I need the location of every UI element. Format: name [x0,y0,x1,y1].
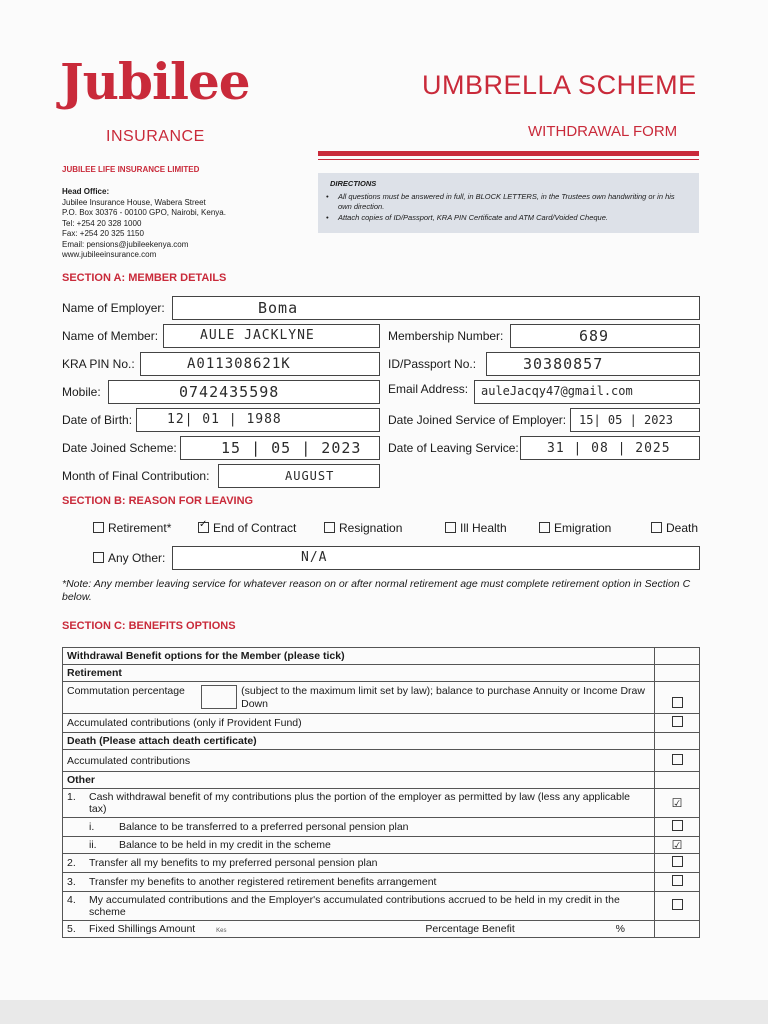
checkbox-icon[interactable] [672,754,683,765]
option-5: 5. Fixed Shillings Amount Kes Percentage Benefit % [63,921,655,938]
percent-sign: % [615,923,625,935]
membership-field[interactable] [510,324,700,348]
dol-label: Date of Leaving Service: [388,441,519,455]
checkbox-icon[interactable] [672,716,683,727]
checkbox-icon [651,522,662,533]
dob-field[interactable] [136,408,380,432]
dob-value: 12| 01 | 1988 [167,412,282,427]
direction-item: • All questions must be answered in full, in BLOCK LETTERS, in the Trustees own handwriting or in his own direction. [326,192,675,211]
table-row [63,873,700,892]
commutation-row [63,682,655,714]
company-name: JUBILEE LIFE INSURANCE LIMITED [62,165,200,174]
checkbox-icon[interactable] [672,899,683,910]
table-row [63,837,700,854]
email-label: Email Address: [388,382,469,396]
head-office-block [62,187,226,261]
table-header: Withdrawal Benefit options for the Member (please tick) [63,648,655,665]
checkbox-icon[interactable] [672,875,683,886]
option-3: 3. Transfer my benefits to another registered retirement benefits arrangement [63,873,655,892]
employer-label: Name of Employer: [62,301,165,315]
membership-label: Membership Number: [388,329,504,343]
reason-emigration[interactable]: Emigration [539,521,611,535]
table-row [63,921,700,938]
dol-value: 31 | 08 | 2025 [547,441,671,456]
mobile-value: 0742435598 [179,383,280,401]
other-reason-value: N/A [301,550,328,565]
jubilee-logo: Jubilee [60,52,250,111]
fixed-amount-label: Fixed Shillings Amount [89,923,196,935]
employer-field[interactable] [172,296,700,320]
direction-item: • Attach copies of ID/Passport, KRA PIN Certificate and ATM Card/Voided Cheque. [326,213,608,222]
table-row [63,789,700,818]
table-row [63,818,700,837]
checkbox-icon [445,522,456,533]
table-row [63,733,700,750]
checkbox-checked-icon: ✓ [198,522,209,533]
checkbox-icon [93,552,104,563]
id-value: 30380857 [523,355,604,373]
currency-label: Kes [216,928,227,934]
reason-end-of-contract[interactable]: ✓ End of Contract [199,519,297,535]
mobile-label: Mobile: [62,385,101,399]
member-field[interactable] [163,324,380,348]
retirement-note: *Note: Any member leaving service for whatever reason on or after normal retirement age must complete retirement option in Section C below. [62,578,691,603]
member-value: AULE JACKLYNE [200,328,315,343]
checkbox-icon[interactable] [672,697,683,708]
section-c-title: SECTION C: BENEFITS OPTIONS [62,620,236,632]
mobile-field[interactable] [108,380,380,404]
form-title: UMBRELLA SCHEME [422,70,697,100]
checkbox-icon [324,522,335,533]
dol-field[interactable] [520,436,700,460]
address-line: Fax: +254 20 325 1150 [62,229,144,238]
directions-title: DIRECTIONS [330,179,377,188]
table-row [63,772,700,789]
doj-employer-value: 15| 05 | 2023 [579,413,673,427]
doj-employer-field[interactable] [570,408,700,432]
kra-value: A011308621K [187,356,291,372]
reason-resignation[interactable]: Resignation [324,521,402,535]
checkbox-icon [93,522,104,533]
commutation-desc: (subject to the maximum limit set by law); balance to purchase Annuity or Income Draw Down [241,684,645,710]
id-field[interactable] [486,352,700,376]
reason-death[interactable]: Death [651,521,698,535]
table-row [63,682,700,714]
doj-employer-label: Date Joined Service of Employer: [388,413,567,427]
doj-scheme-value: 15 | 05 | 2023 [221,439,362,457]
option-1ii: ii. Balance to be held in my credit in the scheme [63,837,655,854]
final-contribution-label: Month of Final Contribution: [62,469,210,483]
header-divider [318,151,699,156]
address-line: Tel: +254 20 328 1000 [62,218,142,228]
commutation-percentage-input[interactable] [201,685,237,709]
other-reason-field[interactable] [172,546,700,570]
header-divider-thin [318,159,699,160]
table-row [63,892,700,921]
employer-value: Boma [258,299,299,317]
checkbox-checked-icon[interactable]: ☑ [655,837,700,854]
reason-ill-health[interactable]: Ill Health [445,521,507,535]
table-row [63,854,700,873]
address-line: P.O. Box 30376 - 00100 GPO, Nairobi, Kenya. [62,208,226,217]
retirement-heading: Retirement [63,665,655,682]
doj-scheme-label: Date Joined Scheme: [62,441,177,455]
email-value: auleJacqy47@gmail.com [481,384,633,398]
head-office-label: Head Office: [62,187,110,196]
death-heading: Death (Please attach death certificate) [63,733,655,750]
address-line: Email: pensions@jubileekenya.com [62,239,189,249]
section-b-title: SECTION B: REASON FOR LEAVING [62,495,254,507]
table-row [63,665,700,682]
address-line: www.jubileeinsurance.com [62,250,157,259]
table-row [63,648,700,665]
option-4: 4. My accumulated contributions and the Employer's accumulated contributions accrued to be held in my credit in the scheme [63,892,655,921]
final-contribution-value: AUGUST [285,469,335,483]
logo-subtitle: INSURANCE [106,128,205,145]
reason-retirement[interactable]: Retirement* [93,521,171,535]
directions-box [318,173,699,233]
accumulated-pf-label: Accumulated contributions (only if Provident Fund) [63,714,655,733]
reason-other[interactable]: Any Other: [93,551,165,565]
kra-label: KRA PIN No.: [62,357,135,371]
email-field[interactable] [474,380,700,404]
commutation-label: Commutation percentage [67,684,185,697]
member-label: Name of Member: [62,329,159,343]
percentage-benefit-label: Percentage Benefit [425,923,515,935]
form-subtitle: WITHDRAWAL FORM [528,123,678,140]
dob-label: Date of Birth: [62,413,133,427]
benefits-table [62,647,700,938]
id-label: ID/Passport No.: [388,357,477,371]
option-1i: i. Balance to be transferred to a preferred personal pension plan [63,818,655,837]
table-row [63,714,700,733]
checkbox-checked-icon[interactable]: ☑ [655,789,700,818]
table-row [63,750,700,772]
checkbox-icon[interactable] [672,820,683,831]
final-contribution-field[interactable] [218,464,380,488]
checkbox-icon[interactable] [672,856,683,867]
accumulated-label: Accumulated contributions [63,750,655,772]
other-heading: Other [63,772,655,789]
section-a-title: SECTION A: MEMBER DETAILS [62,272,227,284]
option-2: 2. Transfer all my benefits to my preferred personal pension plan [63,854,655,873]
membership-value: 689 [579,327,610,345]
address-line: Jubilee Insurance House, Wabera Street [62,197,206,207]
doj-scheme-field[interactable] [180,436,380,460]
checkbox-icon [539,522,550,533]
option-1: 1. Cash withdrawal benefit of my contributions plus the portion of the employer as permitted by law (less any applicable tax) [63,789,655,818]
kra-field[interactable] [140,352,380,376]
